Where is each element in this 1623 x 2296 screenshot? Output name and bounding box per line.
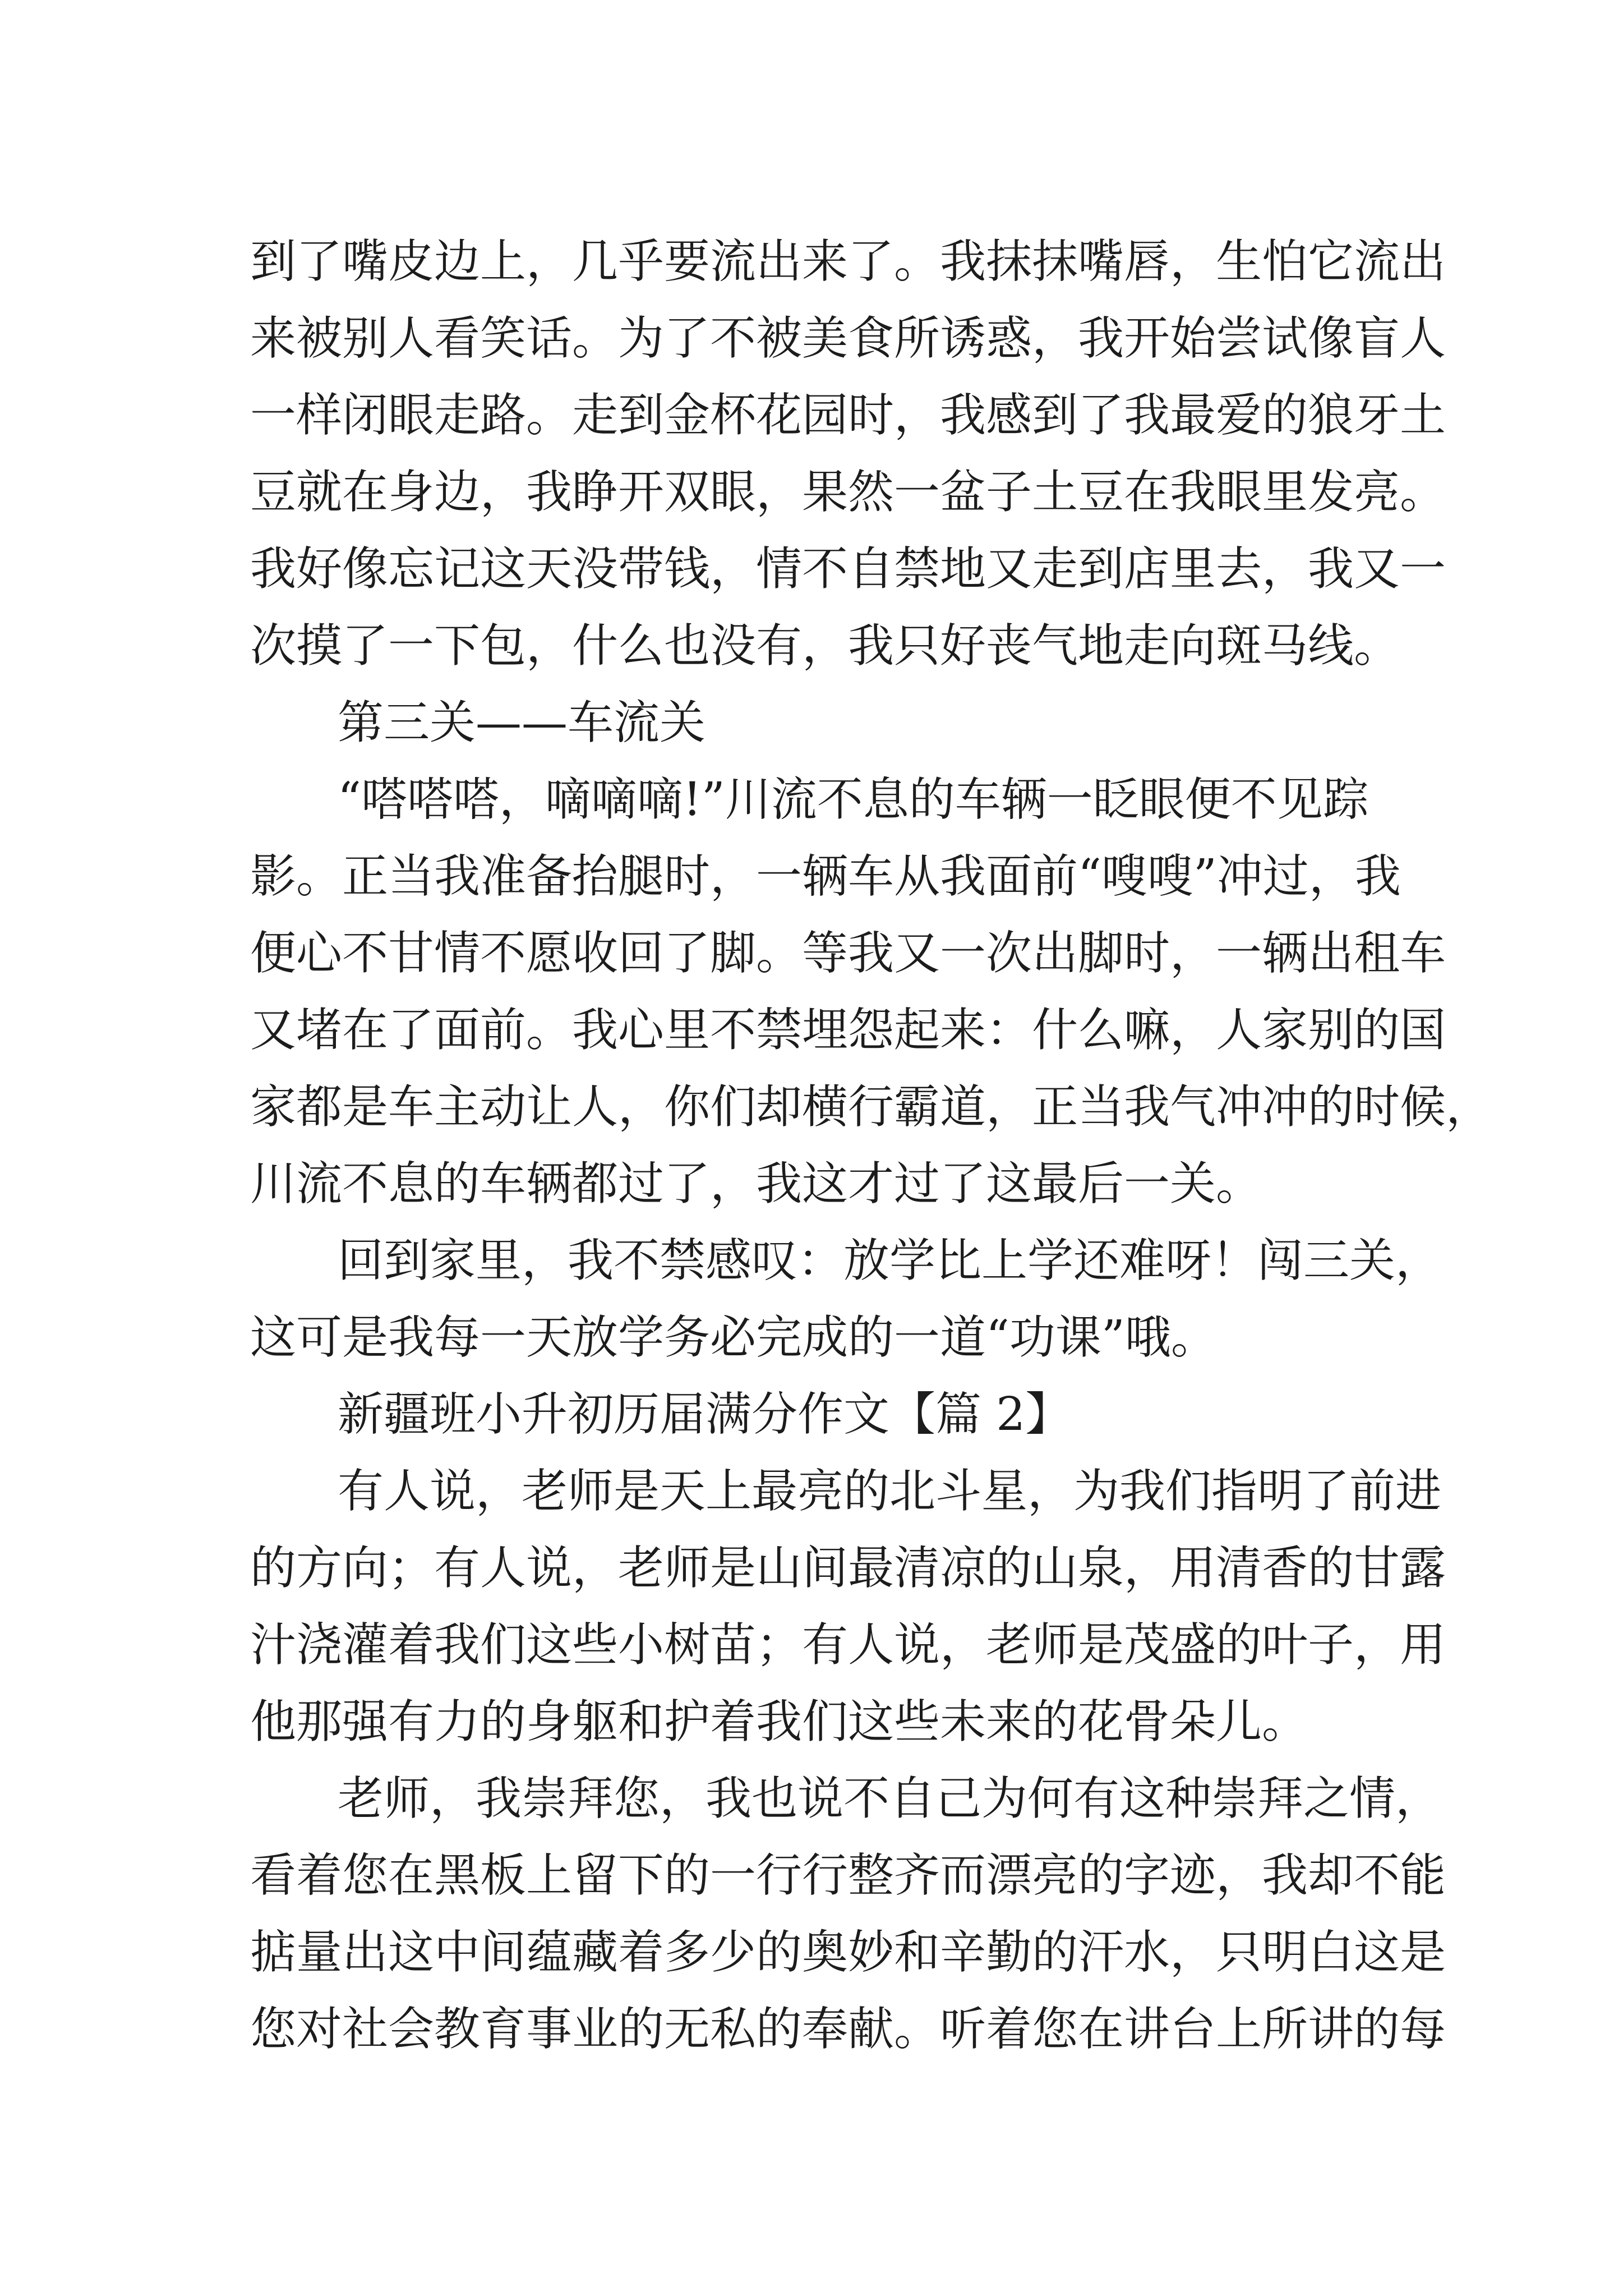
text-line: 豆就在身边，我睁开双眼，果然一盆子土豆在我眼里发亮。	[250, 466, 1446, 519]
text-line: 来被别人看笑话。为了不被美食所诱惑，我开始尝试像盲人	[250, 312, 1446, 365]
text-line: 到了嘴皮边上，几乎要流出来了。我抹抹嘴唇，生怕它流出	[250, 235, 1446, 288]
essay-body	[250, 223, 1492, 2068]
section-heading-line: 第三关——车流关	[338, 696, 706, 749]
text-line: 汁浇灌着我们这些小树苗；有人说，老师是茂盛的叶子，用	[250, 1618, 1446, 1672]
text-line: “嗒嗒嗒，嘀嘀嘀!”川流不息的车辆一眨眼便不见踪	[338, 773, 1369, 826]
text-line: 又堵在了面前。我心里不禁埋怨起来：什么嘛，人家别的国	[250, 1004, 1446, 1057]
essay-title-line: 新疆班小升初历届满分作文【篇 2】	[338, 1388, 1072, 1441]
text-line: 他那强有力的身躯和护着我们这些未来的花骨朵儿。	[250, 1695, 1308, 1749]
text-line: 便心不甘情不愿收回了脚。等我又一次出脚时，一辆出租车	[250, 927, 1446, 980]
text-line: 影。正当我准备抬腿时，一辆车从我面前“嗖嗖”冲过，我	[250, 850, 1401, 903]
text-line: 次摸了一下包，什么也没有，我只好丧气地走向斑马线。	[250, 619, 1400, 673]
text-line: 回到家里，我不禁感叹：放学比上学还难呀！闯三关，	[338, 1234, 1442, 1287]
text-line: 您对社会教育事业的无私的奉献。听着您在讲台上所讲的每	[250, 2003, 1446, 2056]
text-line: 川流不息的车辆都过了，我这才过了这最后一关。	[250, 1157, 1262, 1211]
text-line: 老师，我崇拜您，我也说不自己为何有这种崇拜之情，	[338, 1772, 1442, 1825]
text-line: 一样闭眼走路。走到金杯花园时，我感到了我最爱的狼牙土	[250, 389, 1446, 442]
text-line: 看着您在黑板上留下的一行行整齐而漂亮的字迹，我却不能	[250, 1849, 1446, 1902]
text-line: 这可是我每一天放学务必完成的一道“功课”哦。	[250, 1311, 1217, 1364]
text-line: 的方向；有人说，老师是山间最清凉的山泉，用清香的甘露	[250, 1542, 1446, 1595]
text-line: 掂量出这中间蕴藏着多少的奥妙和辛勤的汗水，只明白这是	[250, 1926, 1446, 1979]
text-line: 有人说，老师是天上最亮的北斗星，为我们指明了前进	[338, 1465, 1442, 1518]
text-line: 家都是车主动让人，你们却横行霸道，正当我气冲冲的时候，	[250, 1080, 1492, 1134]
text-line: 我好像忘记这天没带钱，情不自禁地又走到店里去，我又一	[250, 542, 1446, 596]
